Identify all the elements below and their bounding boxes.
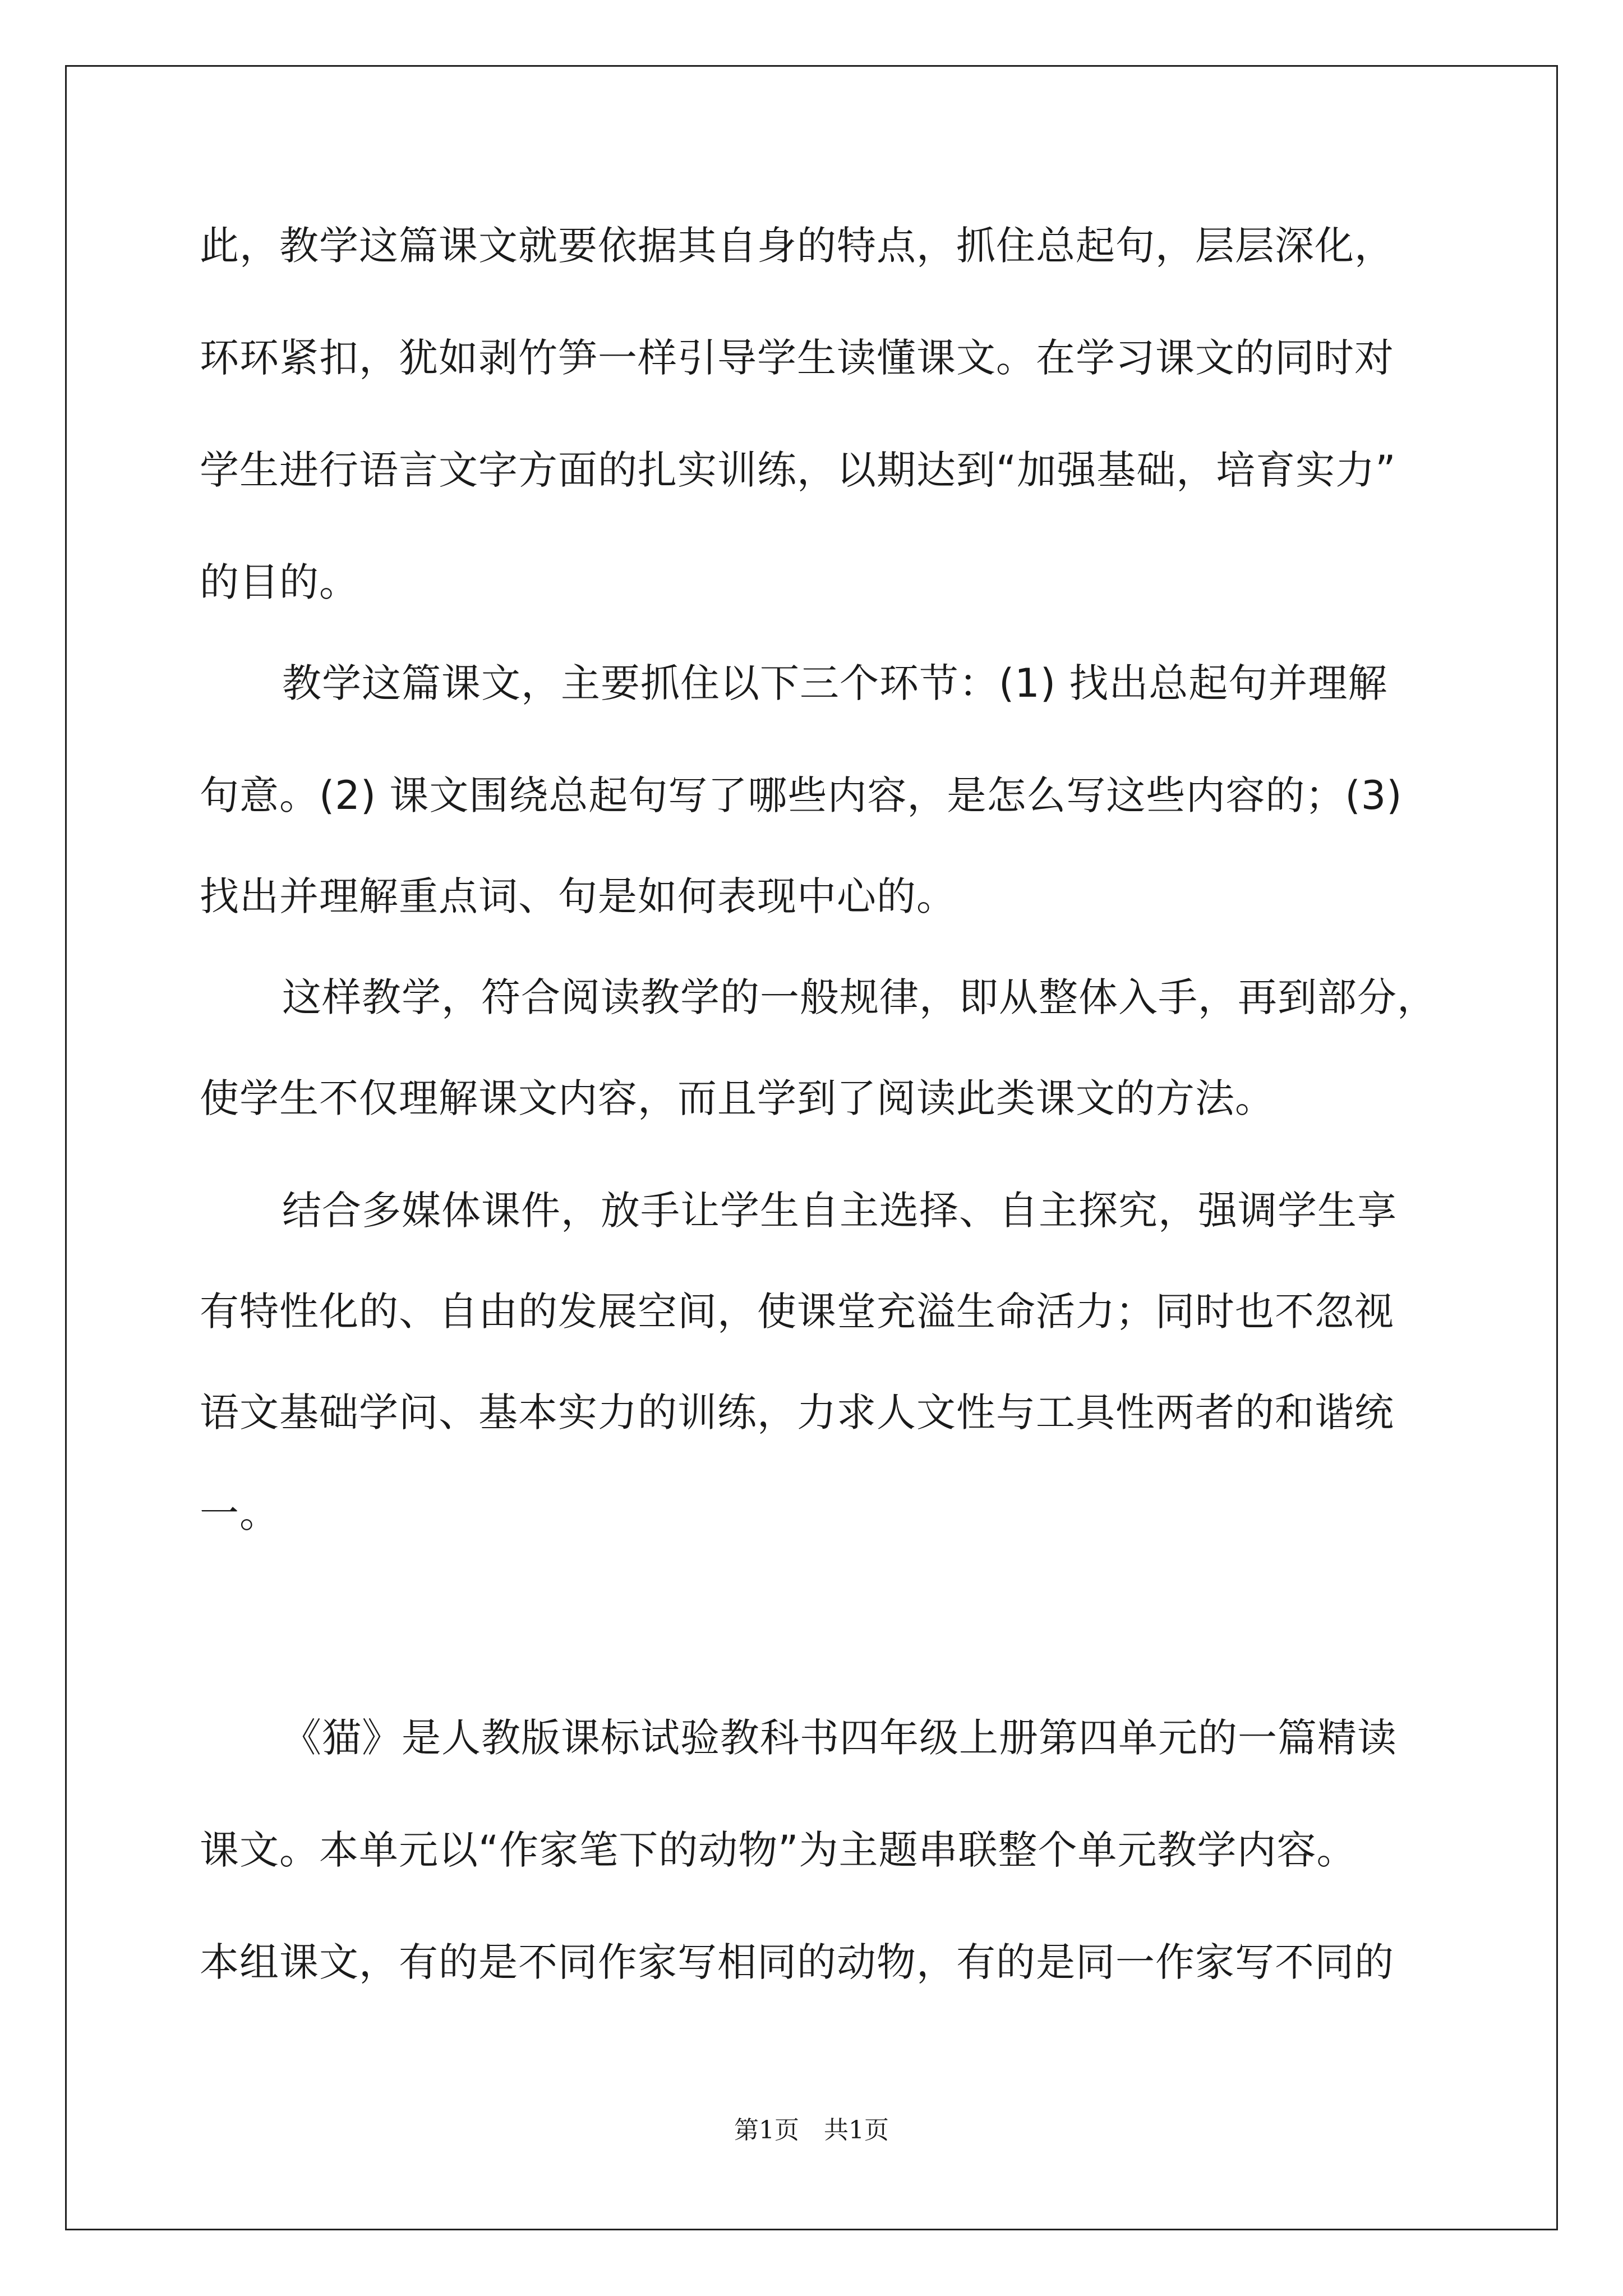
paragraph-line: 此，教学这篇课文就要依据其自身的特点，抓住总起句，层层深化， [200, 223, 1394, 269]
paragraph-line: 学生进行语言文字方面的扎实训练，以期达到“加强基础，培育实力” [200, 447, 1396, 493]
paragraph-line: 句意。(2) 课文围绕总起句写了哪些内容，是怎么写这些内容的；(3) [200, 772, 1403, 818]
paragraph-line: 找出并理解重点词、句是如何表现中心的。 [200, 873, 956, 919]
paragraph-line: 结合多媒体课件，放手让学生自主选择、自主探究，强调学生享 [282, 1188, 1397, 1234]
paragraph-line: 本组课文，有的是不同作家写相同的动物，有的是同一作家写不同的 [200, 1939, 1394, 1985]
page-border [65, 65, 1558, 2230]
paragraph-line: 的目的。 [200, 559, 359, 605]
page-number-footer: 第1页 共1页 [734, 2116, 889, 2145]
paragraph-line: 《猫》是人教版课标试验教科书四年级上册第四单元的一篇精读 [282, 1715, 1397, 1761]
paragraph-line: 使学生不仅理解课文内容，而且学到了阅读此类课文的方法。 [200, 1075, 1275, 1121]
paragraph-line: 有特性化的、自由的发展空间，使课堂充溢生命活力；同时也不忽视 [200, 1289, 1394, 1335]
paragraph-line: 一。 [200, 1490, 279, 1536]
paragraph-line: 这样教学，符合阅读教学的一般规律，即从整体入手，再到部分， [282, 974, 1437, 1020]
paragraph-line: 语文基础学问、基本实力的训练，力求人文性与工具性两者的和谐统 [200, 1389, 1394, 1435]
paragraph-line: 课文。本单元以“作家笔下的动物”为主题串联整个单元教学内容。 [200, 1827, 1357, 1873]
paragraph-line: 教学这篇课文，主要抓住以下三个环节：(1) 找出总起句并理解 [282, 660, 1388, 706]
paragraph-line: 环环紧扣，犹如剥竹笋一样引导学生读懂课文。在学习课文的同时对 [200, 335, 1394, 381]
